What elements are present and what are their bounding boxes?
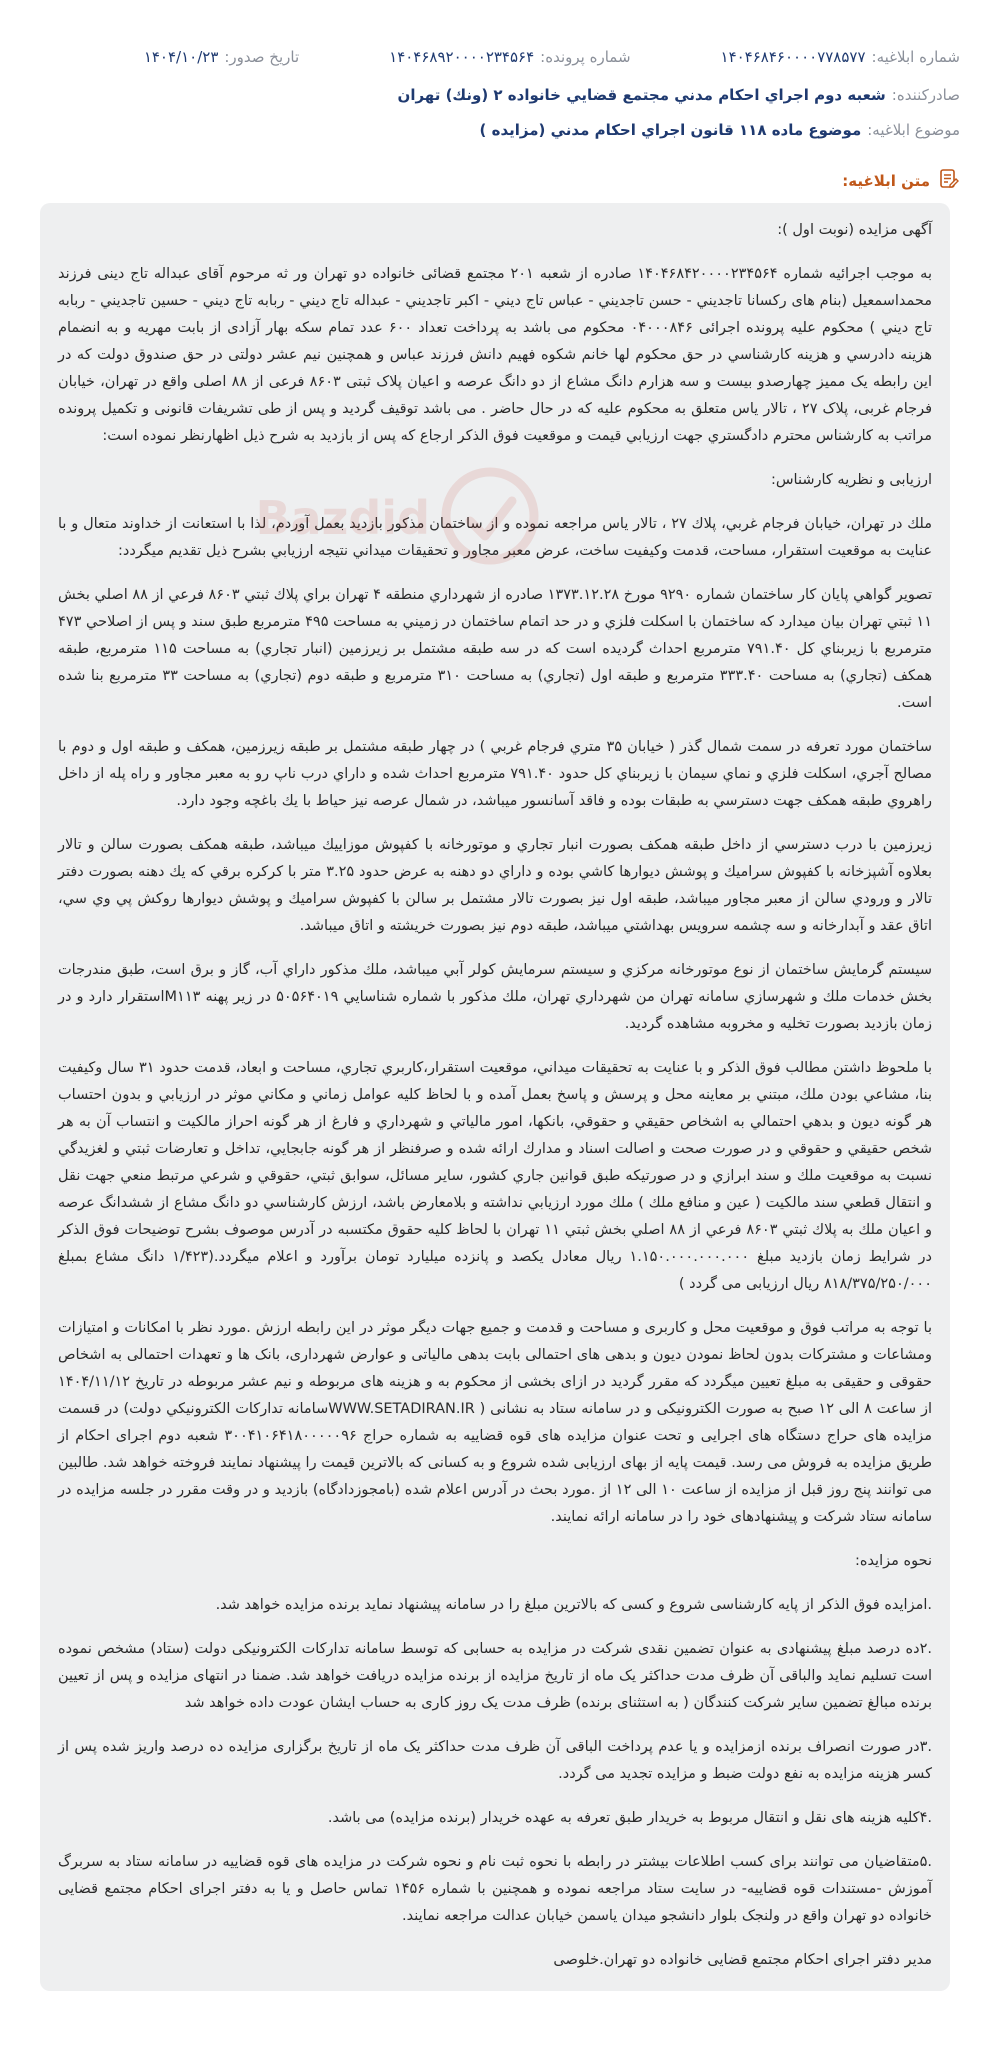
notice-number-group: [721, 46, 960, 68]
notice-paragraph: زيرزمين با درب دسترسي از داخل طبقه همكف بصورت انبار تجاري و موتورخانه با كفپوش موزاييك ميباشد، طبقه همكف بصورت سالن و تالار بعلاوه آشپزخانه با كفپوش سراميك و پوشش ديوارها كاشي بوده و داراي دو دهنه به عرض حدود ۳.۲۵ متر با كركره برقي كه يك دهنه بصورت دفتر تالار و ورودي سالن از معبر مجاور ميباشد، طبقه اول نيز بصورت تالار مشتمل بر سالن با كفپوش سراميك و پوشش ديوارها روكش پي وي سي، اتاق عقد و آبدارخانه و سه چشمه سرويس بهداشتي ميباشد، طبقه دوم نيز بصورت خريشته و اتاق ميباشد.: [58, 837, 932, 934]
notice-paragraph: .۳در صورت انصراف برنده ازمزایده و یا عدم پرداخت الباقی آن ظرف مدت حداکثر یک ماه از تاریخ برگزاری مزایده ده درصد واریز شده پس از کسر هزینه مزایده به نفع دولت ضبط و مزایده تجدید می گردد.: [58, 1739, 932, 1782]
notice-number: ۱۴۰۴۶۸۴۶۰۰۰۰۷۷۸۵۷۷: [720, 48, 866, 66]
notice-paragraph: .۵متقاضیان می توانند برای کسب اطلاعات بیشتر در رابطه با نحوه ثبت نام و نحوه شرکت در مزایده های قوه قضاییه در سامانه ستاد به سربرگ آموزش -مستندات قوه قضاییه- در سایت ستاد مراجعه نموده و همچنین با شماره ۱۴۵۶ تماس حاصل و یا به دفتر اجرای احکام مجتمع قضایی خانواده دو تهران واقع در ولنجک بلوار دانشجو میدان یاسمن خیابان عدالت مراجعه نمایند.: [58, 1854, 932, 1924]
issue-date-label: تاریخ صدور:: [224, 48, 300, 66]
document-edit-icon: [938, 168, 960, 194]
notice-paragraph: تصوير گواهي پايان كار ساختمان شماره ۹۲۹۰ مورخ ۱۳۷۳.۱۲.۲۸ صادره از شهرداري منطقه ۴ تهران براي پلاك ثبتي ۸۶۰۳ فرعي از ۸۸ اصلي بخش ۱۱ ثبتي تهران بيان ميدارد كه ساختمان با اسكلت فلزي و در حد اتمام ساختمان در زميني به مساحت ۴۹۵ مترمربع طبق سند و پس از اصلاحي ۴۷۳ مترمربع با زيربناي كل ۷۹۱.۴۰ مترمربع احداث گرديده است كه در سه طبقه مشتمل بر زيرزمين (انبار تجاري) به مساحت ۱۱۵ مترمربع، طبقه همكف (تجاري) به مساحت ۳۳۳.۴۰ مترمربع و طبقه اول (تجاري) به مساحت ۳۱۰ مترمربع و طبقه دوم (تجاري) به مساحت ۳۳ مترمربع بنا شده است.: [58, 587, 933, 711]
notice-signature: مدیر دفتر اجرای احکام مجتمع قضایی خانواده دو تهران.خلوصی: [553, 1952, 932, 1968]
issuer-label: صادرکننده:: [891, 86, 960, 104]
notice-paragraph: .۲ده درصد مبلغ پیشنهادی به عنوان تضمین نقدی شرکت در مزایده به حسابی که توسط سامانه تدارکات الکترونیکی دولت (ستاد) مشخص نموده است تسلیم نماید والباقی آن ظرف مدت حداکثر یک ماه از تاریخ مزایده از برنده مزایده دریافت خواهد شد. ضمنا در انتهای مزایده و پس از تعیین برنده مبالغ تضمین سایر شرکت کنندگان ( به استثنای برنده) ظرف مدت یک روز کاری به حساب ایشان عودت داده خواهد شد: [58, 1641, 932, 1711]
case-number: ۱۴۰۴۶۸۹۲۰۰۰۰۲۳۴۵۶۴: [389, 48, 535, 66]
notice-paragraph: .۴کلیه هزینه های نقل و انتقال مربوط به خریدار طبق تعرفه به عهده خریدار (برنده مزایده) می باشد.: [327, 1810, 932, 1826]
notice-meta-row: [40, 46, 960, 68]
issuer: شعبه دوم اجراي احكام مدني مجتمع قضايي خانواده ۲ (ونك) تهران: [397, 86, 886, 104]
subject-label: موضوع ابلاغیه:: [867, 121, 960, 139]
notice-paragraph: با ملحوظ داشتن مطالب فوق الذكر و با عنايت به تحقيقات ميداني، موقعيت استقرار،كاربري تجاري، مساحت و ابعاد، قدمت حدود ۳۱ سال وكيفيت بنا، مشاعي بودن ملك، مبتني بر معاينه محل و پرسش و پاسخ بعمل آمده و با لحاظ كليه عوامل زماني و مكاني موثر در ارزيابي و بدون احتساب هر گونه ديون و بدهي احتمالي به اشخاص حقيقي و حقوقي، بانكها، امور مالياتي و شهرداري و فارغ از هر گونه احراز مالكيت و انتساب آن به هر شخص حقيقي و حقوقي و در صورت صحت و اصالت اسناد و مدارك ارائه شده و صرفنظر از هر گونه جابجايي، تداخل و تعارضات ثبتي و لغزيدگي نسبت به موقعيت ملك و سند ابرازي و در صورتيكه طبق قوانين جاري كشور، ساير مسائل، سوابق ثبتي، حقوقي و شرعي مرتبط منعي جهت نقل و انتقال قطعي سند مالكيت ( عين و منافع ملك ) ملك مورد ارزيابي نداشته و بلامعارض باشد، ارزش كارشناسي دو دانگ مشاع از ششدانگ عرصه و اعيان ملك به پلاك ثبتي ۸۶۰۳ فرعي از ۸۸ اصلي بخش ثبتي ۱۱ تهران با لحاظ كليه حقوق مكتسبه در آدرس موصوف بشرح توضيحات فوق الذكر در شرايط زمان بازديد مبلغ ۱.۱۵۰.۰۰۰.۰۰۰.۰۰۰ ريال معادل يكصد و پانزده ميليارد تومان برآورد و اعلام ميگردد.(۱/۴۲۳ دانگ مشاع بمبلغ ۸۱۸/۳۷۵/۲۵۰/۰۰۰ ریال ارزیابی می گردد ): [58, 1060, 932, 1292]
notice-paragraph: آگهی مزایده (نوبت اول ):: [777, 222, 932, 238]
notice-number-label: شماره ابلاغیه:: [871, 48, 960, 66]
notice-paragraph: ارزيابی و نظريه كارشناس:: [770, 472, 932, 488]
notice-paragraph: سيستم گرمايش ساختمان از نوع موتورخانه مركزي و سيستم سرمايش كولر آبي ميباشد، ملك مذكور داراي آب، گاز و برق است، طبق مندرجات بخش خدمات ملك و شهرسازي سامانه تهران من شهرداري تهران، ملك مذكور با شماره شناسايي ۵۰۵۶۴۰۱۹ در زير پهنه M۱۱۳استقرار دارد و در زمان بازديد بصورت تخليه و مخروبه مشاهده گرديد.: [58, 962, 932, 1032]
subject-row: [40, 119, 960, 141]
notice-paragraph: به موجب اجرائيه شماره ۱۴۰۴۶۸۴۲۰۰۰۰۲۳۴۵۶۴ صادره از شعبه ۲۰۱ مجتمع قضائی خانواده دو تهران ور ثه مرحوم آقای عبداله تاج دینی فرزند محمداسمعیل (بنام های ركسانا تاجديني - حسن تاجديني - عباس تاج ديني - اكبر تاجديني - عبداله تاج ديني - ربابه تاج ديني - حسين تاجديني - ربابه تاج ديني ) محكوم عليه پرونده اجرائی ۰۴۰۰۰۸۴۶ محكوم می باشد به پرداخت تعداد ۶۰۰ عدد تمام سکه بهار آزادی از بابت مهریه و به انضمام هزينه دادرسي و هزينه كارشناسي در حق محکوم لها خانم شکوه فهیم دانش فرزند عباس و همچنین نیم عشر دولتی در حق صندوق دولت كه در اين رابطه یک ممیز چهارصدو بیست و سه هزارم دانگ مشاع از دو دانگ عرصه و اعیان پلاک ثبتی ۸۶۰۳ فرعی از ۸۸ اصلی واقع در تهران، خیابان فرجام غربی، پلاک ۲۷ ، تالار یاس متعلق به محکوم علیه که در حال حاضر . می باشد توقیف گردید و پس از طی تشریفات قانونی و تکمیل پرونده مراتب به كارشناس محترم دادگستري جهت ارزيابي قيمت و موقعيت فوق الذكر ارجاع كه پس از بازديد به شرح ذيل اظهارنظر نموده است:: [58, 266, 933, 444]
case-number-label: شماره پرونده:: [540, 48, 631, 66]
notice-paragraph: ساختمان مورد تعرفه در سمت شمال گذر ( خيابان ۳۵ متري فرجام غربي ) در چهار طبقه مشتمل بر طبقه زيرزمين، همكف و طبقه اول و دوم با مصالح آجري، اسكلت فلزي و نماي سيمان با زيربناي كل حدود ۷۹۱.۴۰ مترمربع احداث شده و داراي درب ناپ رو به معبر مجاور و راه پله از داخل راهروي طبقه همكف جهت دسترسي به طبقات بوده و فاقد آسانسور ميباشد، در شمال عرصه نيز حياط با يك باغچه وجود دارد.: [58, 739, 932, 809]
watermark-text: Bazdid: [255, 491, 430, 545]
notice-section-header: [842, 168, 960, 194]
notice-section-title: متن ابلاغیه:: [842, 172, 930, 190]
issue-date: ۱۴۰۴/۱۰/۲۳: [143, 48, 219, 66]
issue-date-group: [144, 46, 299, 68]
notice-paragraph: نحوه مزایده:: [854, 1553, 932, 1569]
notice-paragraph: ملك در تهران، خيابان فرجام غربي، پلاك ۲۷ ، تالار ياس مراجعه نموده و از ساختمان مذكور بازديد بعمل آوردم، لذا با استعانت از خداوند متعال و با عنايت به موقعيت استقرار، مساحت، قدمت وكيفيت ساخت، عرض معبر مجاور و تحقيقات ميداني نتيجه ارزيابي بشرح ذيل تقديم ميگردد:: [58, 516, 933, 559]
notice-body: [40, 203, 950, 1991]
issuer-row: [40, 84, 960, 106]
case-number-group: [389, 46, 630, 68]
subject: موضوع ماده ۱۱۸ قانون اجراي احكام مدني (مزايده ): [479, 121, 862, 139]
notice-paragraph: .امزایده فوق الذکر از پایه کارشناسی شروع و کسی که بالاترین مبلغ را در سامانه پیشنهاد نماید برنده مزایده خواهد شد.: [215, 1597, 932, 1613]
notice-paragraph: با توجه به مراتب فوق و موقعیت محل و کاربری و مساحت و قدمت و جمیع جهات دیگر موثر در این رابطه ارزش .مورد نظر با امکانات و امتیازات ومشاعات و مشترکات بدون لحاظ نمودن دیون و بدهی های احتمالی بابت بدهی مالیاتی و عوارض شهرداری، بانک ها و تعهدات احتمالی به اشخاص حقوقی و حقیقی به مبلغ تعیین میگردد که مقرر گردید در ازای بخشی از محکوم به و هزینه های مربوطه و نیم عشر مربوطه در تاریخ ۱۴۰۴/۱۱/۱۲ از ساعت ۸ الی ۱۲ صبح به صورت الکترونیکی و در سامانه ستاد به نشانی ( WWW.SETADIRAN.IRسامانه تداركات الكترونيكي دولت) در قسمت مزایده های حراج دستگاه های اجرایی و تحت عنوان مزایده های قوه قضاییه به شماره حراج ۳۰۰۴۱۰۶۴۱۸۰۰۰۰۰۹۶ شعبه دوم اجرای احکام از طریق مزایده به فروش می رسد. قیمت پایه از بهای ارزیابی شده شروع و به کسانی که بالاترین قیمت را پیشنهاد نمایند فروخته خواهد شد. طالبین می توانند پنج روز قبل از مزایده از ساعت ۱۰ الی ۱۲ از .مورد بحث در آدرس اعلام شده (بامجوزدادگاه) بازدید و در وقت مقرر در جلسه مزایده در سامانه ستاد شرکت و پیشنهادهای خود را در سامانه ارائه نمایند.: [58, 1320, 932, 1525]
